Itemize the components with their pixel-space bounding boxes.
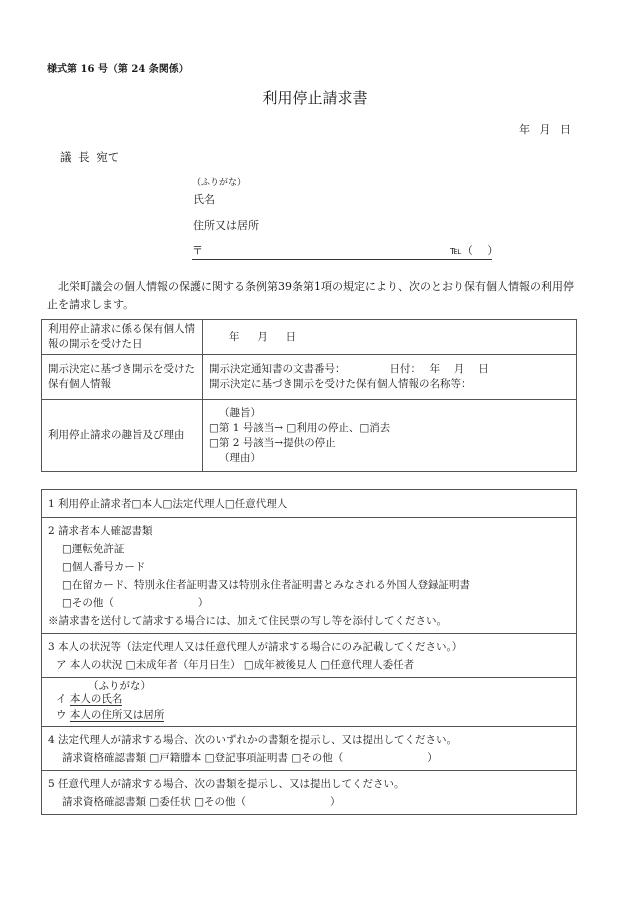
principal-status-line: ア 本人の状況 □未成年者（年月日生） □成年被後見人 □任意代理人委任者 (56, 659, 415, 671)
requester-address-label: 住所又は居所 (193, 219, 259, 232)
principal-address-line (56, 709, 164, 722)
addressee: 議 長 宛て (60, 150, 120, 164)
section-4-heading: 4 法定代理人が請求する場合、次のいずれかの書類を提示し、又は提出してください。 (48, 734, 458, 746)
document-title: 利用停止請求書 (262, 89, 368, 107)
voluntary-rep-documents-line: 請求資格確認書類 □委任状 □その他（ ） (62, 796, 341, 808)
tel-label: ℡（ ） (450, 244, 499, 257)
requester-furigana: （ふりがな） (192, 178, 247, 188)
intro-paragraph: 北栄町議会の個人情報の保護に関する条例第39条第1項の規定により、次のとおり保有個人情報の利用停止を請求します。 (47, 280, 574, 311)
purpose-heading: （趣旨） (219, 406, 261, 419)
requester-info-sections (41, 489, 577, 815)
purpose-item-1: □第 1 号該当→ □利用の停止、□消去 (209, 421, 391, 434)
reason-heading: （理由） (219, 452, 261, 465)
form-number: 様式第 16 号（第 24 条関係） (47, 64, 189, 75)
section-3-heading: 3 本人の状況等（法定代理人又は任意代理人が請求する場合にのみ記載してください。） (48, 641, 463, 653)
request-details-table (41, 319, 577, 472)
principal-address-prefix: ウ (56, 709, 70, 721)
section-5-heading: 5 任意代理人が請求する場合、次の書類を提示し、又は提出してください。 (48, 778, 405, 790)
disclosure-date-label: 利用停止請求に係る保有個人情報の開示を受けた日 (42, 320, 203, 355)
id-doc-my-number-card: □個人番号カード (62, 561, 146, 573)
disclosed-info-name-label: 開示決定に基づき開示を受けた保有個人情報の名称等： (209, 378, 472, 391)
purpose-item-2: □第 2 号該当→提供の停止 (209, 436, 336, 449)
notice-number-label: 開示決定通知書の文書番号： (209, 363, 346, 376)
section-1-requester-type: 1 利用停止請求者□本人□法定代理人□任意代理人 (48, 498, 288, 510)
purpose-reason-label: 利用停止請求の趣旨及び理由 (42, 400, 203, 472)
principal-name-prefix: イ (56, 693, 70, 705)
principal-address-label: 本人の住所又は居所 (69, 709, 165, 721)
requester-name-label: 氏名 (193, 193, 215, 206)
date-line: 年 月 日 (519, 123, 571, 136)
postal-tel-line (192, 244, 499, 260)
id-doc-residence-card: □在留カード、特別永住者証明書又は特別永住者証明書とみなされる外国人登録証明書 (62, 579, 470, 591)
disclosed-info-value (203, 355, 577, 400)
section-2-heading: 2 請求者本人確認書類 (48, 525, 153, 537)
mail-request-note: ※請求書を送付して請求する場合には、加えて住民票の写し等を添付してください。 (48, 615, 447, 627)
id-doc-other: □その他（ ） (62, 597, 209, 609)
id-doc-drivers-license: □運転免許証 (62, 543, 125, 555)
legal-rep-documents-line: 請求資格確認書類 □戸籍謄本 □登記事項証明書 □その他（ ） (62, 752, 438, 764)
notice-date-label: 日付： 年 月 日 (389, 363, 489, 376)
principal-name-label: 本人の氏名 (69, 693, 123, 705)
disclosed-info-label: 開示決定に基づき開示を受けた保有個人情報 (42, 355, 203, 400)
postal-mark: 〒 (192, 244, 203, 257)
principal-name-line (56, 693, 122, 706)
purpose-reason-value (203, 400, 577, 472)
principal-furigana: （ふりがな） (88, 680, 151, 692)
disclosure-date-value: 年 月 日 (203, 320, 577, 355)
